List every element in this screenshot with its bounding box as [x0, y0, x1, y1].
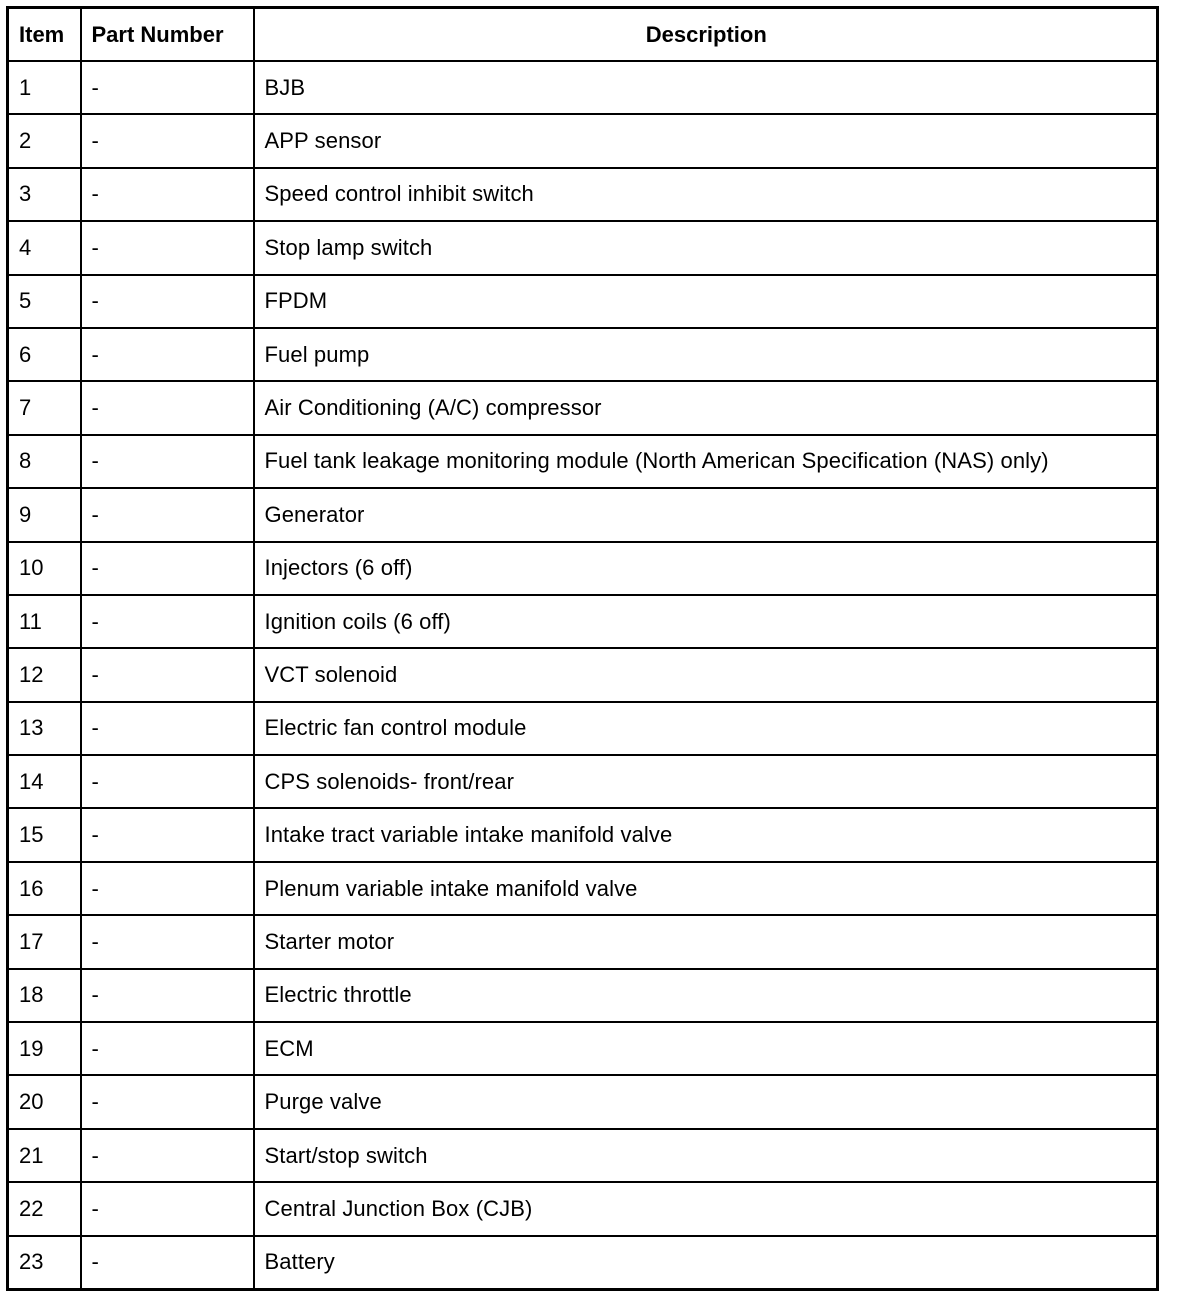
- table-body: [8, 61, 1158, 1289]
- cell-description: Stop lamp switch: [254, 221, 1158, 274]
- cell-part-number: -: [81, 969, 254, 1022]
- table-row: [8, 595, 1158, 648]
- table-row: [8, 61, 1158, 114]
- cell-description: Central Junction Box (CJB): [254, 1182, 1158, 1235]
- cell-description: Injectors (6 off): [254, 542, 1158, 595]
- cell-item: 21: [8, 1129, 81, 1182]
- cell-part-number: -: [81, 702, 254, 755]
- cell-item: 22: [8, 1182, 81, 1235]
- cell-part-number: -: [81, 488, 254, 541]
- cell-part-number: -: [81, 1182, 254, 1235]
- cell-item: 10: [8, 542, 81, 595]
- cell-part-number: -: [81, 381, 254, 434]
- cell-description: VCT solenoid: [254, 648, 1158, 701]
- cell-item: 7: [8, 381, 81, 434]
- table-header: [8, 8, 1158, 62]
- cell-part-number: -: [81, 915, 254, 968]
- table-row: [8, 275, 1158, 328]
- table-row: [8, 542, 1158, 595]
- cell-part-number: -: [81, 328, 254, 381]
- cell-part-number: -: [81, 221, 254, 274]
- table-row: [8, 488, 1158, 541]
- cell-part-number: -: [81, 862, 254, 915]
- cell-part-number: -: [81, 1022, 254, 1075]
- cell-item: 6: [8, 328, 81, 381]
- cell-description: Plenum variable intake manifold valve: [254, 862, 1158, 915]
- table-row: [8, 969, 1158, 1022]
- table-row: [8, 328, 1158, 381]
- cell-description: Electric throttle: [254, 969, 1158, 1022]
- cell-item: 11: [8, 595, 81, 648]
- cell-item: 4: [8, 221, 81, 274]
- table-row: [8, 915, 1158, 968]
- parts-table: [6, 6, 1159, 1291]
- cell-item: 14: [8, 755, 81, 808]
- table-row: [8, 1129, 1158, 1182]
- cell-item: 2: [8, 114, 81, 167]
- cell-item: 13: [8, 702, 81, 755]
- cell-description: Start/stop switch: [254, 1129, 1158, 1182]
- table-row: [8, 1236, 1158, 1290]
- cell-item: 1: [8, 61, 81, 114]
- table-row: [8, 702, 1158, 755]
- cell-description: Air Conditioning (A/C) compressor: [254, 381, 1158, 434]
- cell-description: Generator: [254, 488, 1158, 541]
- cell-part-number: -: [81, 435, 254, 488]
- cell-description: Fuel tank leakage monitoring module (North American Specification (NAS) only): [254, 435, 1158, 488]
- cell-part-number: -: [81, 1075, 254, 1128]
- cell-description: CPS solenoids- front/rear: [254, 755, 1158, 808]
- cell-item: 18: [8, 969, 81, 1022]
- cell-part-number: -: [81, 168, 254, 221]
- cell-part-number: -: [81, 61, 254, 114]
- cell-description: Ignition coils (6 off): [254, 595, 1158, 648]
- cell-description: FPDM: [254, 275, 1158, 328]
- header-part-number: Part Number: [81, 8, 254, 62]
- cell-part-number: -: [81, 1129, 254, 1182]
- header-description: Description: [254, 8, 1158, 62]
- cell-part-number: -: [81, 1236, 254, 1290]
- cell-description: Starter motor: [254, 915, 1158, 968]
- cell-description: Electric fan control module: [254, 702, 1158, 755]
- table-row: [8, 648, 1158, 701]
- table-row: [8, 435, 1158, 488]
- table-row: [8, 168, 1158, 221]
- table-row: [8, 114, 1158, 167]
- cell-description: Battery: [254, 1236, 1158, 1290]
- header-item: Item: [8, 8, 81, 62]
- table-row: [8, 755, 1158, 808]
- cell-item: 17: [8, 915, 81, 968]
- cell-item: 19: [8, 1022, 81, 1075]
- cell-item: 16: [8, 862, 81, 915]
- table-row: [8, 1182, 1158, 1235]
- cell-item: 15: [8, 808, 81, 861]
- cell-item: 5: [8, 275, 81, 328]
- cell-item: 9: [8, 488, 81, 541]
- cell-description: Intake tract variable intake manifold valve: [254, 808, 1158, 861]
- cell-item: 23: [8, 1236, 81, 1290]
- table-row: [8, 862, 1158, 915]
- cell-description: Speed control inhibit switch: [254, 168, 1158, 221]
- cell-part-number: -: [81, 114, 254, 167]
- cell-item: 8: [8, 435, 81, 488]
- cell-item: 20: [8, 1075, 81, 1128]
- table-row: [8, 808, 1158, 861]
- cell-part-number: -: [81, 808, 254, 861]
- table-row: [8, 381, 1158, 434]
- cell-description: Purge valve: [254, 1075, 1158, 1128]
- table-row: [8, 1075, 1158, 1128]
- cell-description: ECM: [254, 1022, 1158, 1075]
- header-row: [8, 8, 1158, 62]
- cell-part-number: -: [81, 755, 254, 808]
- cell-description: Fuel pump: [254, 328, 1158, 381]
- parts-table-container: [6, 6, 1159, 1291]
- cell-part-number: -: [81, 542, 254, 595]
- cell-description: APP sensor: [254, 114, 1158, 167]
- cell-part-number: -: [81, 648, 254, 701]
- cell-description: BJB: [254, 61, 1158, 114]
- table-row: [8, 221, 1158, 274]
- cell-item: 3: [8, 168, 81, 221]
- table-row: [8, 1022, 1158, 1075]
- cell-part-number: -: [81, 595, 254, 648]
- cell-item: 12: [8, 648, 81, 701]
- cell-part-number: -: [81, 275, 254, 328]
